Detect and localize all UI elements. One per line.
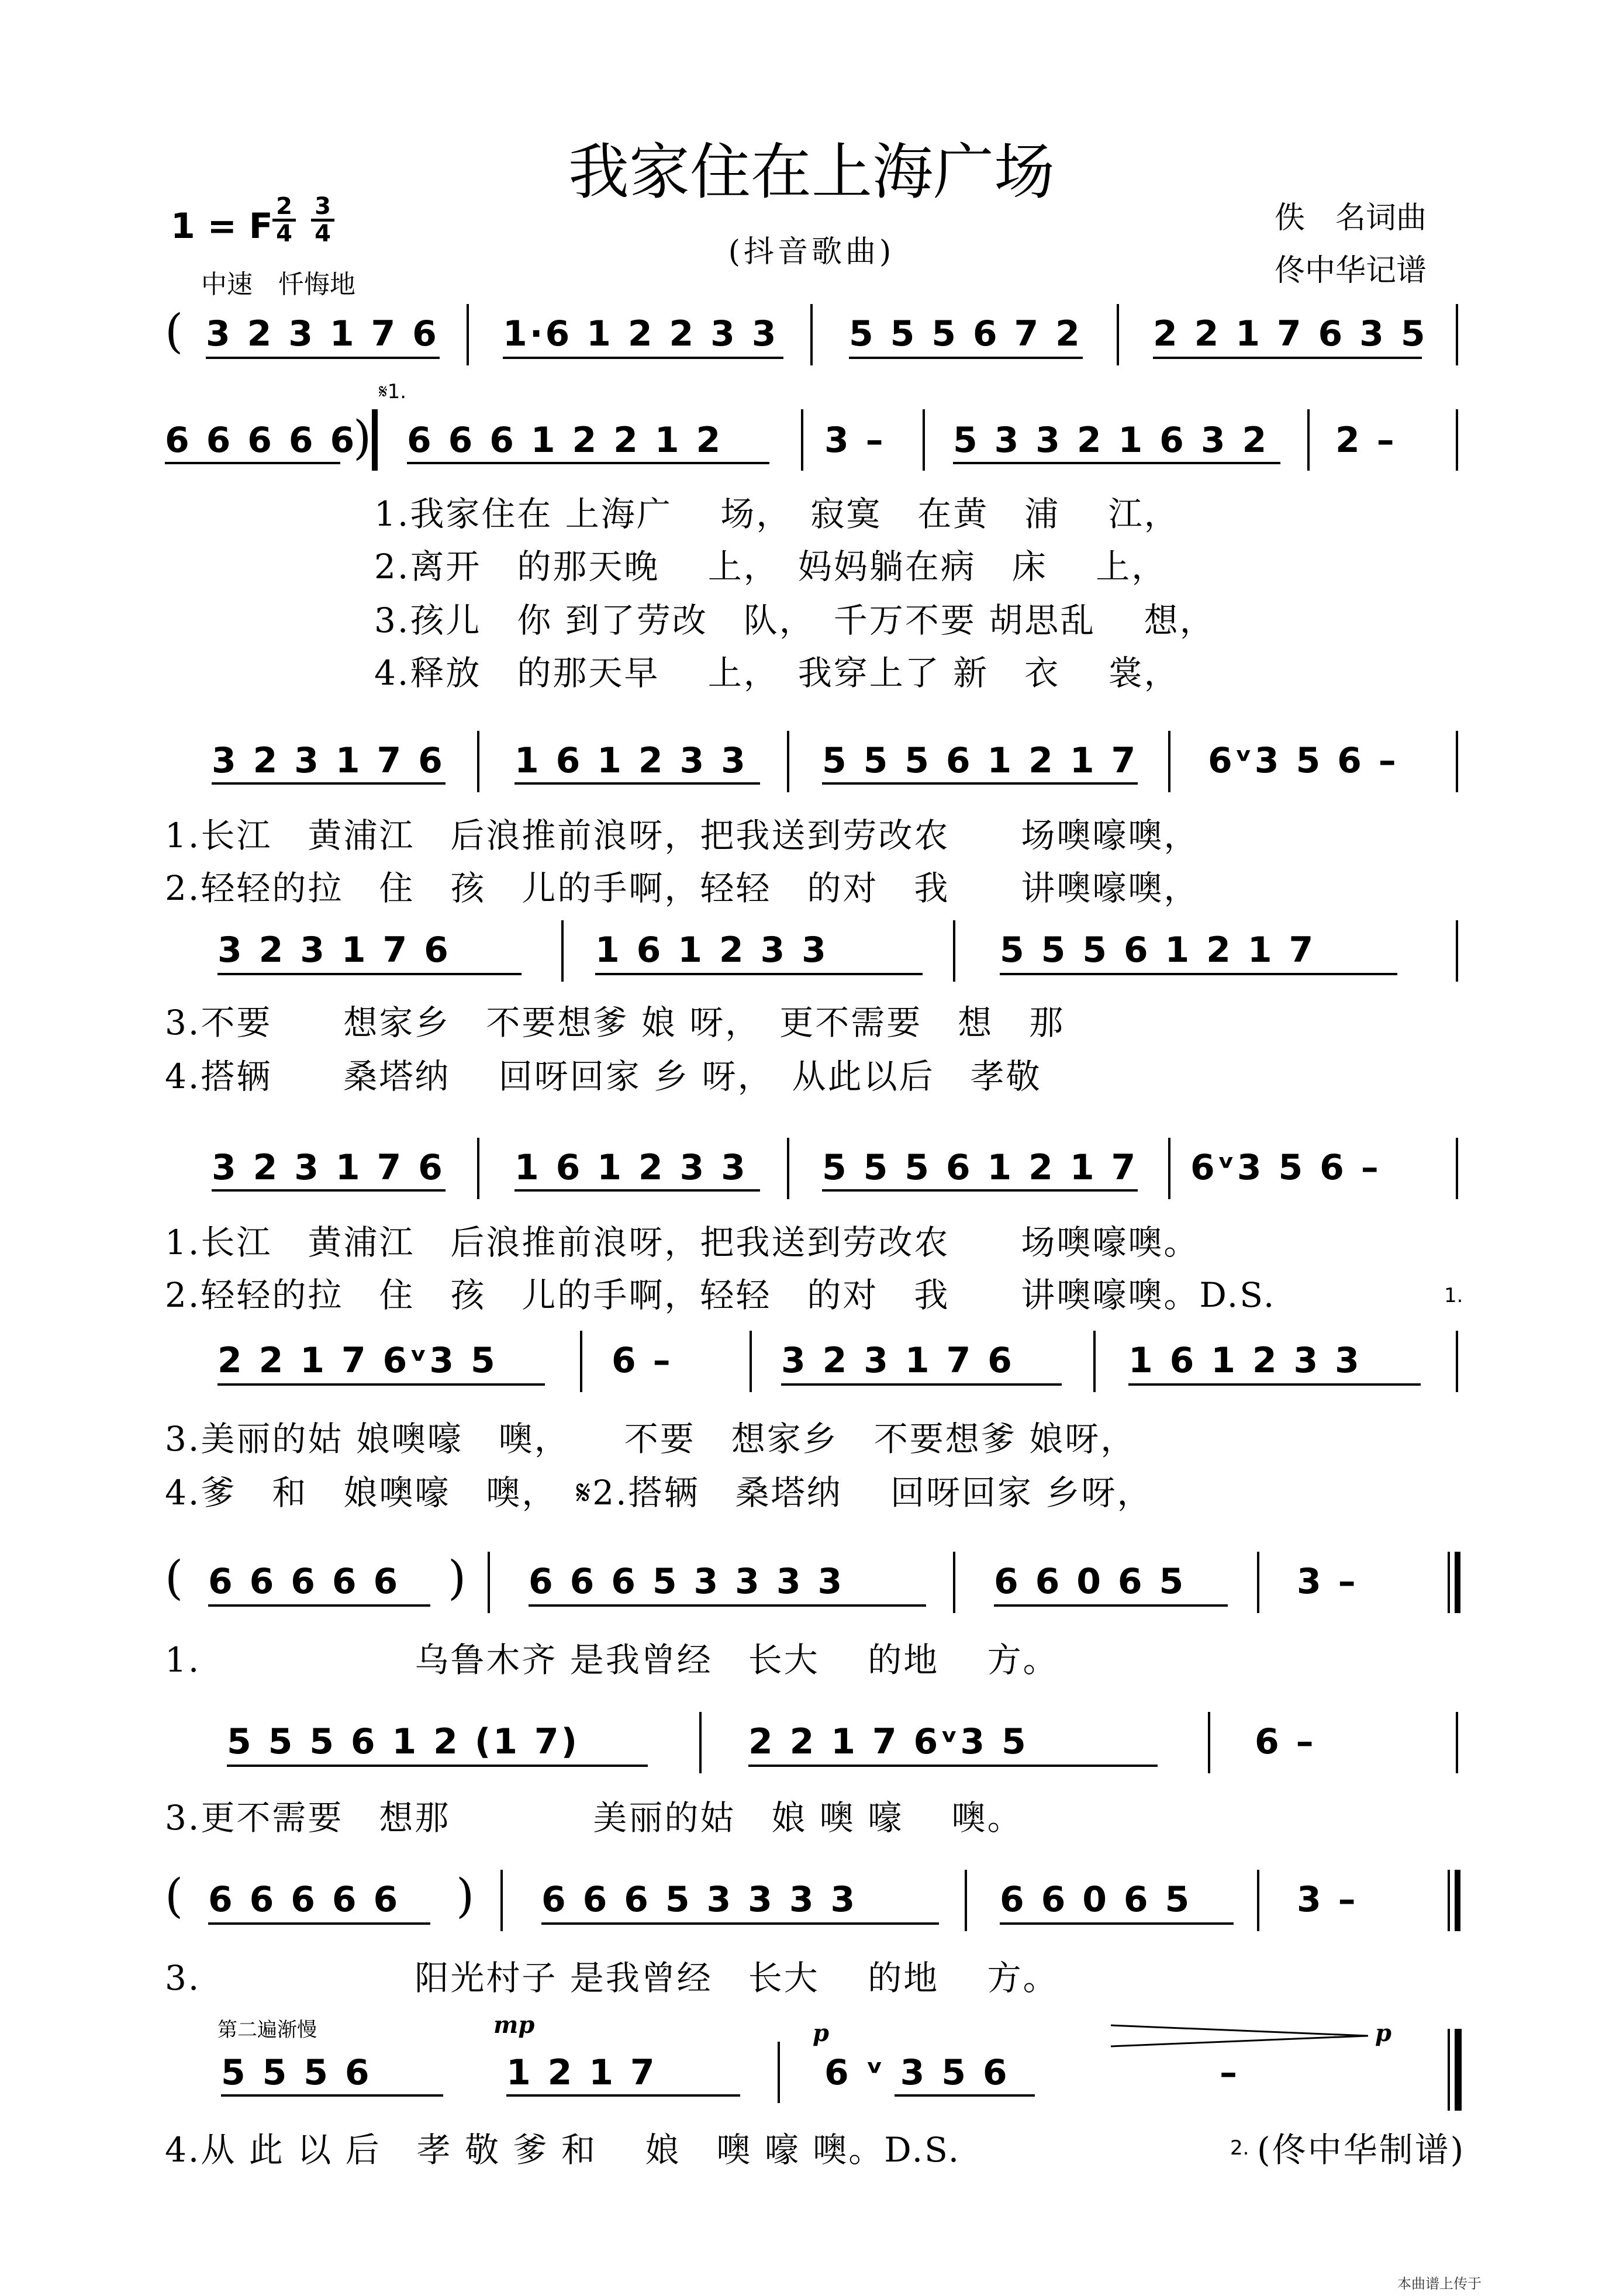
barline [1307, 409, 1310, 471]
measure-4-3: 5 5 5 6 1 2 1 7 [1000, 930, 1316, 971]
measure-3-3: 5 5 5 6 1 2 1 7 [822, 740, 1138, 781]
measure-10-4: – [1220, 2052, 1239, 2093]
intro-close-paren: ) [353, 410, 372, 465]
measure-9-4: 3 – [1297, 1879, 1358, 1920]
barline [1456, 409, 1458, 471]
beam [514, 782, 760, 785]
dynamic-mp: mp [493, 2011, 535, 2039]
repeat-end-bar-thick [1455, 1552, 1460, 1613]
barline [810, 304, 813, 365]
verse-4: 4.释放 的那天早 上， 我穿上了 新 衣 裳， [374, 653, 1180, 693]
barline [1456, 731, 1458, 792]
beam [822, 1189, 1138, 1192]
row10-lyric-1: 4.从 此 以 后 孝 敬 爹 和 娘 噢 嚎 噢。D.S. [165, 2130, 961, 2170]
measure-10-1: 5 5 5 6 [221, 2052, 372, 2093]
row5-lyric-2: 2.轻轻的拉 住 孩 儿的手啊，轻轻 的对 我 讲噢嚎噢。D.S. [165, 1275, 1276, 1315]
barline [1168, 1138, 1170, 1199]
tempo-marking: 中速 忏悔地 [201, 270, 355, 299]
measure-3-1: 3 2 3 1 7 6 [212, 740, 445, 781]
repeat-start-bar [372, 409, 378, 471]
measure-6-1: 2 2 1 7 6ᵛ3 5 [217, 1340, 498, 1381]
measure-5-2: 1 6 1 2 3 3 [514, 1147, 748, 1188]
barline [778, 2042, 780, 2103]
key-signature: 1 = F [171, 206, 273, 247]
footer-watermark: 本曲谱上传于 [1397, 2276, 1482, 2292]
beam [208, 1604, 430, 1607]
repeat-end-bar [1448, 1552, 1450, 1613]
measure-9-2: 6 6 6 5 3 3 3 3 [541, 1879, 858, 1920]
measure-8-1: 5 5 5 6 1 2 (1 7) [227, 1721, 580, 1762]
row7-lyric-1: 1. 乌鲁木齐 是我曾经 长大 的地 方。 [165, 1640, 1059, 1680]
beam [822, 782, 1138, 785]
dynamic-p-1: p [813, 2019, 829, 2047]
credit-lyrics: 佚 名词曲 [1275, 201, 1427, 236]
measure-2-2: 6 6 6 1 2 2 1 2 [407, 420, 723, 461]
barline [787, 1138, 789, 1199]
measure-5-1: 3 2 3 1 7 6 [212, 1147, 445, 1188]
measure-10-3: 6 ᵛ 3 5 6 [824, 2052, 1010, 2093]
beam [994, 1604, 1228, 1607]
row10-tail: (佟中华制谱) [1257, 2130, 1466, 2170]
time-signature-b: 3 4 [311, 194, 334, 246]
beam [503, 357, 783, 359]
measure-7-3: 6 6 0 6 5 [994, 1561, 1186, 1602]
measure-10-2: 1 2 1 7 [506, 2052, 657, 2093]
interlude-close-paren-2: ) [456, 1869, 475, 1923]
barline [580, 1331, 582, 1392]
beam [212, 782, 446, 785]
decrescendo-hairpin [1111, 2023, 1368, 2052]
beam [206, 357, 440, 359]
measure-9-3: 6 6 0 6 5 [1000, 1879, 1192, 1920]
beam [221, 2094, 443, 2097]
barline [1168, 731, 1170, 792]
beam [165, 462, 340, 464]
barline [953, 920, 955, 982]
dynamic-p-2: p [1375, 2019, 1391, 2047]
measure-2-5: 2 – [1335, 420, 1397, 461]
barline [699, 1712, 702, 1773]
beam [208, 1922, 430, 1925]
repeat-end-bar-2 [1448, 1870, 1450, 1931]
interlude-close-paren: ) [448, 1551, 467, 1605]
measure-2-4: 5 3 3 2 1 6 3 2 [953, 420, 1269, 461]
barline [561, 920, 564, 982]
beam [217, 1383, 545, 1386]
measure-8-2: 2 2 1 7 6ᵛ3 5 [748, 1721, 1028, 1762]
measure-6-2: 6 – [612, 1340, 673, 1381]
beam [1153, 357, 1422, 359]
barline [1456, 304, 1458, 365]
ds-2-mark: 2. [1230, 2136, 1249, 2160]
measure-3-4: 6ᵛ3 5 6 – [1208, 740, 1398, 781]
row3-lyric-2: 2.轻轻的拉 住 孩 儿的手啊，轻轻 的对 我 讲噢嚎噢， [165, 868, 1200, 908]
row9-lyric-1: 3. 阳光村子 是我曾经 长大 的地 方。 [165, 1958, 1059, 1998]
interlude-open-paren: ( [165, 1551, 184, 1605]
beam [748, 1765, 1158, 1767]
barline [801, 409, 803, 471]
barline [1117, 304, 1119, 365]
beam [849, 357, 1083, 359]
segno-1: 𝄋1. [379, 380, 407, 403]
beam [1128, 1383, 1421, 1386]
measure-7-4: 3 – [1297, 1561, 1358, 1602]
verse-3: 3.孩儿 你 到了劳改 队， 千万不要 胡思乱 想， [374, 600, 1215, 640]
barline [953, 1552, 955, 1613]
final-bar [1448, 2029, 1450, 2111]
time-signature-a: 2 4 [272, 194, 296, 246]
measure-8-3: 6 – [1255, 1721, 1316, 1762]
measure-5-3: 5 5 5 6 1 2 1 7 [822, 1147, 1138, 1188]
measure-4-2: 1 6 1 2 3 3 [595, 930, 828, 971]
barline [477, 1138, 479, 1199]
barline [1093, 1331, 1096, 1392]
ds-1-mark: 1. [1444, 1284, 1463, 1307]
beam [781, 1383, 1062, 1386]
measure-5-4: 6ᵛ3 5 6 – [1190, 1147, 1381, 1188]
measure-6-4: 1 6 1 2 3 3 [1128, 1340, 1362, 1381]
barline [965, 1870, 967, 1931]
interlude-open-paren-2: ( [165, 1869, 184, 1923]
barline [1456, 1331, 1458, 1392]
measure-1-2: 1·6 1 2 2 3 3 [503, 313, 779, 354]
measure-7-2: 6 6 6 5 3 3 3 3 [529, 1561, 845, 1602]
measure-6-3: 3 2 3 1 7 6 [781, 1340, 1014, 1381]
row5-lyric-1: 1.长江 黄浦江 后浪推前浪呀，把我送到劳改农 场噢嚎噢。 [165, 1223, 1200, 1262]
intro-open-paren: ( [165, 304, 184, 358]
song-subtitle: (抖音歌曲) [728, 234, 895, 270]
barline [1456, 1138, 1458, 1199]
barline [1257, 1552, 1259, 1613]
barline [477, 731, 479, 792]
barline [500, 1870, 503, 1931]
beam [895, 2094, 1035, 2097]
gradual-slowdown: 第二遍渐慢 [217, 2018, 317, 2042]
beam [529, 1604, 926, 1607]
beam [953, 462, 1280, 464]
song-title: 我家住在上海广场 [568, 136, 1055, 208]
credit-transcriber: 佟中华记谱 [1275, 253, 1427, 288]
barline [1456, 1712, 1458, 1773]
measure-7-1: 6 6 6 6 6 [208, 1561, 400, 1602]
measure-9-1: 6 6 6 6 6 [208, 1879, 400, 1920]
barline [467, 304, 469, 365]
beam [1000, 973, 1397, 975]
measure-3-2: 1 6 1 2 3 3 [514, 740, 748, 781]
beam [217, 973, 522, 975]
barline [923, 409, 925, 471]
barline [1257, 1870, 1259, 1931]
beam [1000, 1922, 1234, 1925]
row4-lyric-1: 3.不要 想家乡 不要想爹 娘 呀， 更不需要 想 那 [165, 1003, 1065, 1042]
beam [227, 1765, 648, 1767]
beam [514, 1189, 760, 1192]
row8-lyric-1: 3.更不需要 想那 美丽的姑 娘 噢 嚎 噢。 [165, 1798, 1023, 1838]
verse-1: 1.我家住在 上海广 场， 寂寞 在黄 浦 江， [374, 494, 1180, 534]
row6-lyric-1: 3.美丽的姑 娘噢嚎 噢， 不要 想家乡 不要想爹 娘呀， [165, 1419, 1137, 1459]
verse-2: 2.离开 的那天晚 上， 妈妈躺在病 床 上， [374, 547, 1168, 586]
barline [750, 1331, 752, 1392]
beam [541, 1922, 939, 1925]
row4-lyric-2: 4.搭辆 桑塔纳 回呀回家 乡 呀， 从此以后 孝敬 [165, 1056, 1042, 1096]
row6-lyric-2: 4.爹 和 娘噢嚎 噢， 𝄋2.搭辆 桑塔纳 回呀回家 乡呀， [165, 1473, 1153, 1513]
barline [1456, 920, 1458, 982]
barline [1208, 1712, 1210, 1773]
measure-2-3: 3 – [824, 420, 886, 461]
measure-1-3: 5 5 5 6 7 2 [849, 313, 1082, 354]
row3-lyric-1: 1.长江 黄浦江 后浪推前浪呀，把我送到劳改农 场噢嚎噢， [165, 816, 1200, 855]
measure-4-1: 3 2 3 1 7 6 [217, 930, 451, 971]
measure-1-1: 3 2 3 1 7 6 [206, 313, 439, 354]
barline [787, 731, 789, 792]
final-bar-thick [1455, 2029, 1462, 2111]
beam [506, 2094, 740, 2097]
measure-1-4: 2 2 1 7 6 3 5 [1153, 313, 1428, 354]
barline [488, 1552, 490, 1613]
repeat-end-bar-thick-2 [1455, 1870, 1460, 1931]
measure-2-1: 6 6 6 6 6 [165, 420, 357, 461]
beam [595, 973, 923, 975]
beam [212, 1189, 446, 1192]
beam [407, 462, 769, 464]
